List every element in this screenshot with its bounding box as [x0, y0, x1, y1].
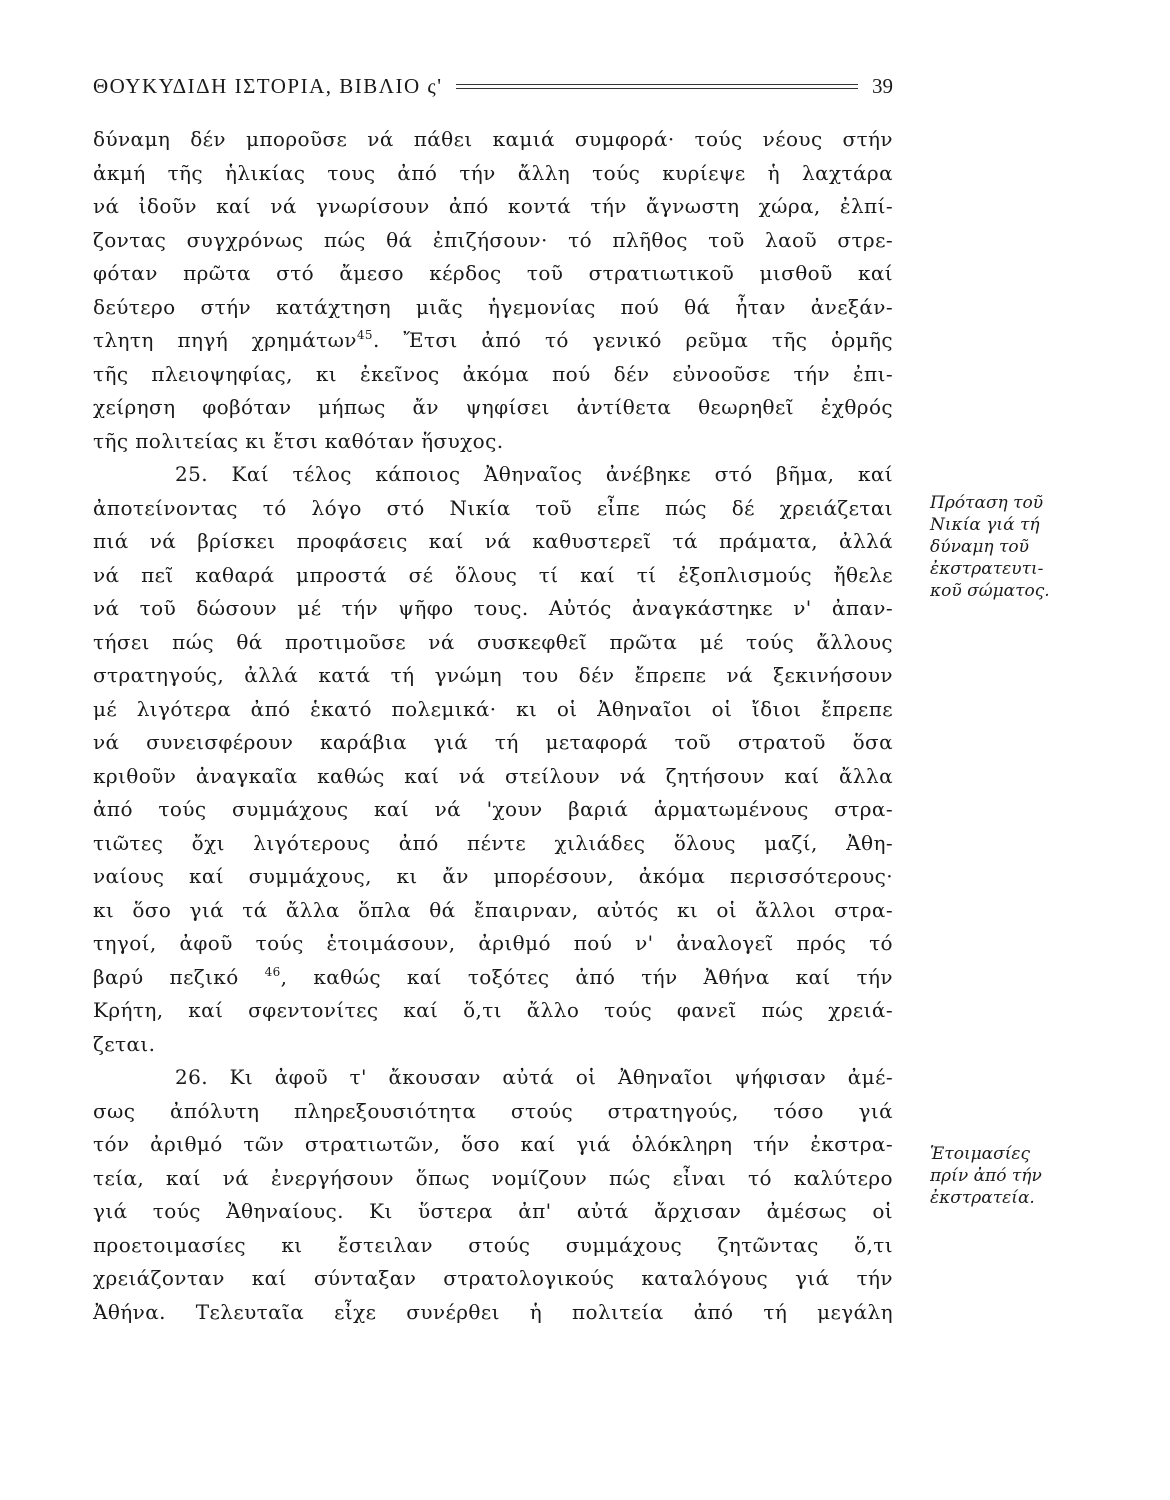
text-line: τῆς πλειοψηφίας, κι ἐκεῖνος ἀκόμα πού δέν εὐνοοῦσε τήν ἐπι- — [93, 361, 893, 386]
text-line: νά πεῖ καθαρά μπροστά σέ ὅλους τί καί τί ἐξοπλισμούς ἤθελε — [93, 562, 893, 587]
text-line: Ἀθήνα. Τελευταῖα εἶχε συνέρθει ἡ πολιτεία ἀπό τή μεγάλη — [93, 1299, 893, 1324]
text-line: νά τοῦ δώσουν μέ τήν ψῆφο τους. Αὐτός ἀναγκάστηκε ν' ἀπαν- — [93, 596, 893, 620]
text-line — [93, 961, 893, 995]
text-line: ἀποτείνοντας τό λόγο στό Νικία τοῦ εἶπε πώς δέ χρειάζεται — [93, 495, 893, 520]
text-line: χρειάζονταν καί σύνταξαν στρατολογικούς καταλόγους γιά τήν — [93, 1266, 893, 1290]
text-line: πιά νά βρίσκει προφάσεις καί νά καθυστερεῖ τά πράματα, ἀλλά — [93, 529, 893, 553]
text-line: μέ λιγότερα ἀπό ἑκατό πολεμικά· κι οἱ Ἀθηναῖοι οἱ ἴδιοι ἔπρεπε — [93, 696, 893, 721]
running-header — [93, 66, 893, 106]
margin-note-nikias-proposal — [930, 492, 1130, 602]
page-number: 39 — [872, 73, 893, 98]
text-line: τήσει πώς θά προτιμοῦσε νά συσκεφθεῖ πρῶτα μέ τούς ἄλλους — [93, 629, 893, 654]
text-line: ζεται. — [93, 1031, 156, 1056]
paragraph-25-start: 25. Καί τέλος κάποιος Ἀθηναῖος ἀνέβηκε στό βῆμα, καί — [175, 462, 893, 486]
text-line — [93, 324, 893, 358]
margin-note-line: δύναμη τοῦ — [930, 537, 1029, 557]
text-line: γιά τούς Ἀθηναίους. Κι ὕστερα ἀπ' αὐτά ἄρχισαν ἀμέσως οἱ — [93, 1199, 893, 1223]
text-line: κριθοῦν ἀναγκαῖα καθώς καί νά στείλουν νά ζητήσουν καί ἄλλα — [93, 763, 893, 788]
margin-note-preparations — [930, 1143, 1130, 1209]
margin-note-line: Πρόταση τοῦ — [930, 493, 1044, 513]
margin-note-line: κοῦ σώματος. — [930, 581, 1050, 601]
running-title: ΘΟΥΚΥΔΙΔΗ ΙΣΤΟΡΙΑ, ΒΙΒΛΙΟ ς' — [93, 73, 443, 98]
text-line: τηγοί, ἀφοῦ τούς ἑτοιμάσουν, ἀριθμό πού ν' ἀναλογεῖ πρός τό — [93, 931, 893, 955]
text-line: τιῶτες ὄχι λιγότερους ἀπό πέντε χιλιάδες ὅλους μαζί, Ἀθη- — [93, 830, 893, 855]
text-line: ἀκμή τῆς ἡλικίας τους ἀπό τήν ἄλλη τούς κυρίεψε ἡ λαχτάρα — [93, 160, 893, 185]
text-line: τόν ἀριθμό τῶν στρατιωτῶν, ὅσο καί γιά ὁλόκληρη τήν ἐκστρα- — [93, 1132, 893, 1156]
text-line: φόταν πρῶτα στό ἄμεσο κέρδος τοῦ στρατιωτικοῦ μισθοῦ καί — [93, 261, 893, 285]
text-line: κι ὅσο γιά τά ἄλλα ὅπλα θά ἔπαιρναν, αὐτός κι οἱ ἄλλοι στρα- — [93, 897, 893, 922]
text-segment: βαρύ πεζικό — [93, 964, 239, 989]
text-line: ναίους καί συμμάχους, κι ἄν μπορέσουν, ἀκόμα περισσότερους· — [93, 864, 893, 888]
text-line: σως ἀπόλυτη πληρεξουσιότητα στούς στρατηγούς, τόσο γιά — [93, 1098, 893, 1123]
margin-note-line: ἐκστρατεία. — [930, 1188, 1035, 1208]
text-segment: τλητη πηγή χρημάτων — [93, 328, 357, 352]
text-segment: . Ἔτσι ἀπό τό γενικό ρεῦμα τῆς ὁρμῆς — [372, 328, 893, 352]
text-line: νά συνεισφέρουν καράβια γιά τή μεταφορά τοῦ στρατοῦ ὅσα — [93, 730, 893, 754]
text-line: τῆς πολιτείας κι ἔτσι καθόταν ἥσυχος. — [93, 428, 504, 453]
text-line: Κρήτη, καί σφεντονίτες καί ὅ,τι ἄλλο τούς φανεῖ πώς χρειά- — [93, 998, 893, 1022]
text-line: δύναμη δέν μποροῦσε νά πάθει καμιά συμφορά· τούς νέους στήν — [93, 127, 893, 151]
text-segment: , καθώς καί τοξότες ἀπό τήν Ἀθήνα καί τήν — [280, 964, 893, 989]
text-line: προετοιμασίες κι ἔστειλαν στούς συμμάχους ζητῶντας ὅ,τι — [93, 1232, 893, 1257]
text-line: ζοντας συγχρόνως πώς θά ἐπιζήσουν· τό πλῆθος τοῦ λαοῦ στρε- — [93, 227, 893, 252]
text-line: στρατηγούς, ἀλλά κατά τή γνώμη του δέν ἔπρεπε νά ξεκινήσουν — [93, 663, 893, 687]
margin-note-line: πρίν ἀπό τήν — [930, 1166, 1042, 1186]
text-line: τεία, καί νά ἐνεργήσουν ὅπως νομίζουν πώς εἶναι τό καλύτερο — [93, 1165, 893, 1190]
main-text — [93, 123, 893, 1329]
margin-note-line: ἐκστρατευτι- — [930, 559, 1044, 579]
text-line: νά ἰδοῦν καί νά γνωρίσουν ἀπό κοντά τήν ἄγνωστη χώρα, ἐλπί- — [93, 194, 893, 218]
text-line: χείρηση φοβόταν μήπως ἄν ψηφίσει ἀντίθετα θεωρηθεῖ ἐχθρός — [93, 395, 893, 419]
text-line: ἀπό τούς συμμάχους καί νά 'χουν βαριά ἁρματωμένους στρα- — [93, 797, 893, 821]
paragraph-26-start: 26. Κι ἀφοῦ τ' ἄκουσαν αὐτά οἱ Ἀθηναῖοι ψήφισαν ἀμέ- — [175, 1065, 893, 1089]
footnote-ref: 45 — [356, 328, 373, 342]
text-line: δεύτερο στήν κατάχτηση μιᾶς ἡγεμονίας πού θά ἦταν ἀνεξάν- — [93, 294, 893, 319]
header-rule — [456, 84, 858, 89]
margin-note-line: Ἑτοιμασίες — [930, 1144, 1031, 1164]
footnote-ref: 46 — [264, 964, 281, 979]
margin-note-line: Νικία γιά τή — [930, 515, 1040, 535]
